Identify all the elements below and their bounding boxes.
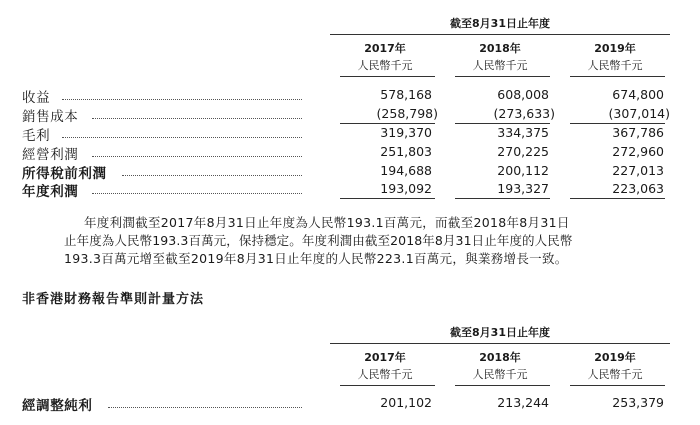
cell-2018: 334,375 <box>497 125 549 140</box>
cell-2019: 227,013 <box>612 163 664 178</box>
table1-unit-2019: 人民幣千元 <box>587 59 643 72</box>
table2-year-2018: 2018年 <box>479 351 521 364</box>
cell-2017: 194,688 <box>380 163 432 178</box>
row-label: 經營利潤 <box>22 147 79 163</box>
cell-2019: 253,379 <box>612 395 664 410</box>
cell-2019: 272,960 <box>612 144 664 159</box>
dot-leader <box>108 407 302 408</box>
table1-col-rule-2018 <box>455 76 550 77</box>
dot-leader <box>92 156 302 157</box>
cell-2017: 578,168 <box>380 87 432 102</box>
table1-subtotal-rule-2017 <box>340 123 435 124</box>
table2-col-rule-2019 <box>570 385 665 386</box>
row-label: 銷售成本 <box>22 109 79 125</box>
table2-col-rule-2018 <box>455 385 550 386</box>
cell-2019: 367,786 <box>612 125 664 140</box>
row-label: 經調整純利 <box>22 398 93 414</box>
table1-col-rule-2017 <box>340 76 435 77</box>
table1-year-2018: 2018年 <box>479 42 521 55</box>
table2-unit-2017: 人民幣千元 <box>357 368 413 381</box>
table1-total-rule-2017 <box>340 198 435 199</box>
dot-leader <box>92 193 302 194</box>
cell-2017: 319,370 <box>380 125 432 140</box>
cell-2017: 251,803 <box>380 144 432 159</box>
table1-total-rule-2019 <box>570 198 665 199</box>
table1-col-rule-2019 <box>570 76 665 77</box>
cell-2018: 200,112 <box>497 163 549 178</box>
table1-total-rule-2018 <box>455 198 550 199</box>
table1-unit-2017: 人民幣千元 <box>357 59 413 72</box>
dot-leader <box>62 137 302 138</box>
table2-year-2017: 2017年 <box>364 351 406 364</box>
table1-subtotal-rule-2018 <box>455 123 550 124</box>
cell-2018: 193,327 <box>497 181 549 196</box>
table1-year-2019: 2019年 <box>594 42 636 55</box>
table1-header-rule <box>330 34 670 35</box>
cell-2019: (307,014) <box>608 106 670 121</box>
paragraph-line-1: 年度利潤截至2017年8月31日止年度為人民幣193.1百萬元，而截至2018年8月31日 <box>84 215 570 230</box>
cell-2018: 213,244 <box>497 395 549 410</box>
row-label: 收益 <box>22 90 51 106</box>
table2-year-2019: 2019年 <box>594 351 636 364</box>
table1-year-2017: 2017年 <box>364 42 406 55</box>
table1-unit-2018: 人民幣千元 <box>472 59 528 72</box>
paragraph-line-3: 193.3百萬元增至截至2019年8月31日止年度的人民幣223.1百萬元，與業務增長一致。 <box>64 251 568 266</box>
cell-2018: (273,633) <box>493 106 555 121</box>
table2-unit-2018: 人民幣千元 <box>472 368 528 381</box>
row-label: 毛利 <box>22 128 51 144</box>
cell-2017: 201,102 <box>380 395 432 410</box>
table1-subtotal-rule-2019 <box>570 123 665 124</box>
dot-leader <box>122 175 302 176</box>
dot-leader <box>62 99 302 100</box>
table2-header-rule <box>330 343 670 344</box>
table2-unit-2019: 人民幣千元 <box>587 368 643 381</box>
section-title-non-hkfrs: 非香港財務報告準則計量方法 <box>22 292 205 307</box>
row-label: 所得稅前利潤 <box>22 166 107 182</box>
cell-2019: 674,800 <box>612 87 664 102</box>
paragraph-line-2: 止年度為人民幣193.3百萬元，保持穩定。年度利潤由截至2018年8月31日止年度的人民幣 <box>64 233 573 248</box>
cell-2018: 608,008 <box>497 87 549 102</box>
table2-period-header: 截至8月31日止年度 <box>450 326 550 339</box>
table1-period-header: 截至8月31日止年度 <box>450 17 550 30</box>
table2-col-rule-2017 <box>340 385 435 386</box>
cell-2019: 223,063 <box>612 181 664 196</box>
dot-leader <box>92 118 302 119</box>
cell-2017: (258,798) <box>376 106 438 121</box>
cell-2017: 193,092 <box>380 181 432 196</box>
cell-2018: 270,225 <box>497 144 549 159</box>
row-label: 年度利潤 <box>22 184 79 200</box>
